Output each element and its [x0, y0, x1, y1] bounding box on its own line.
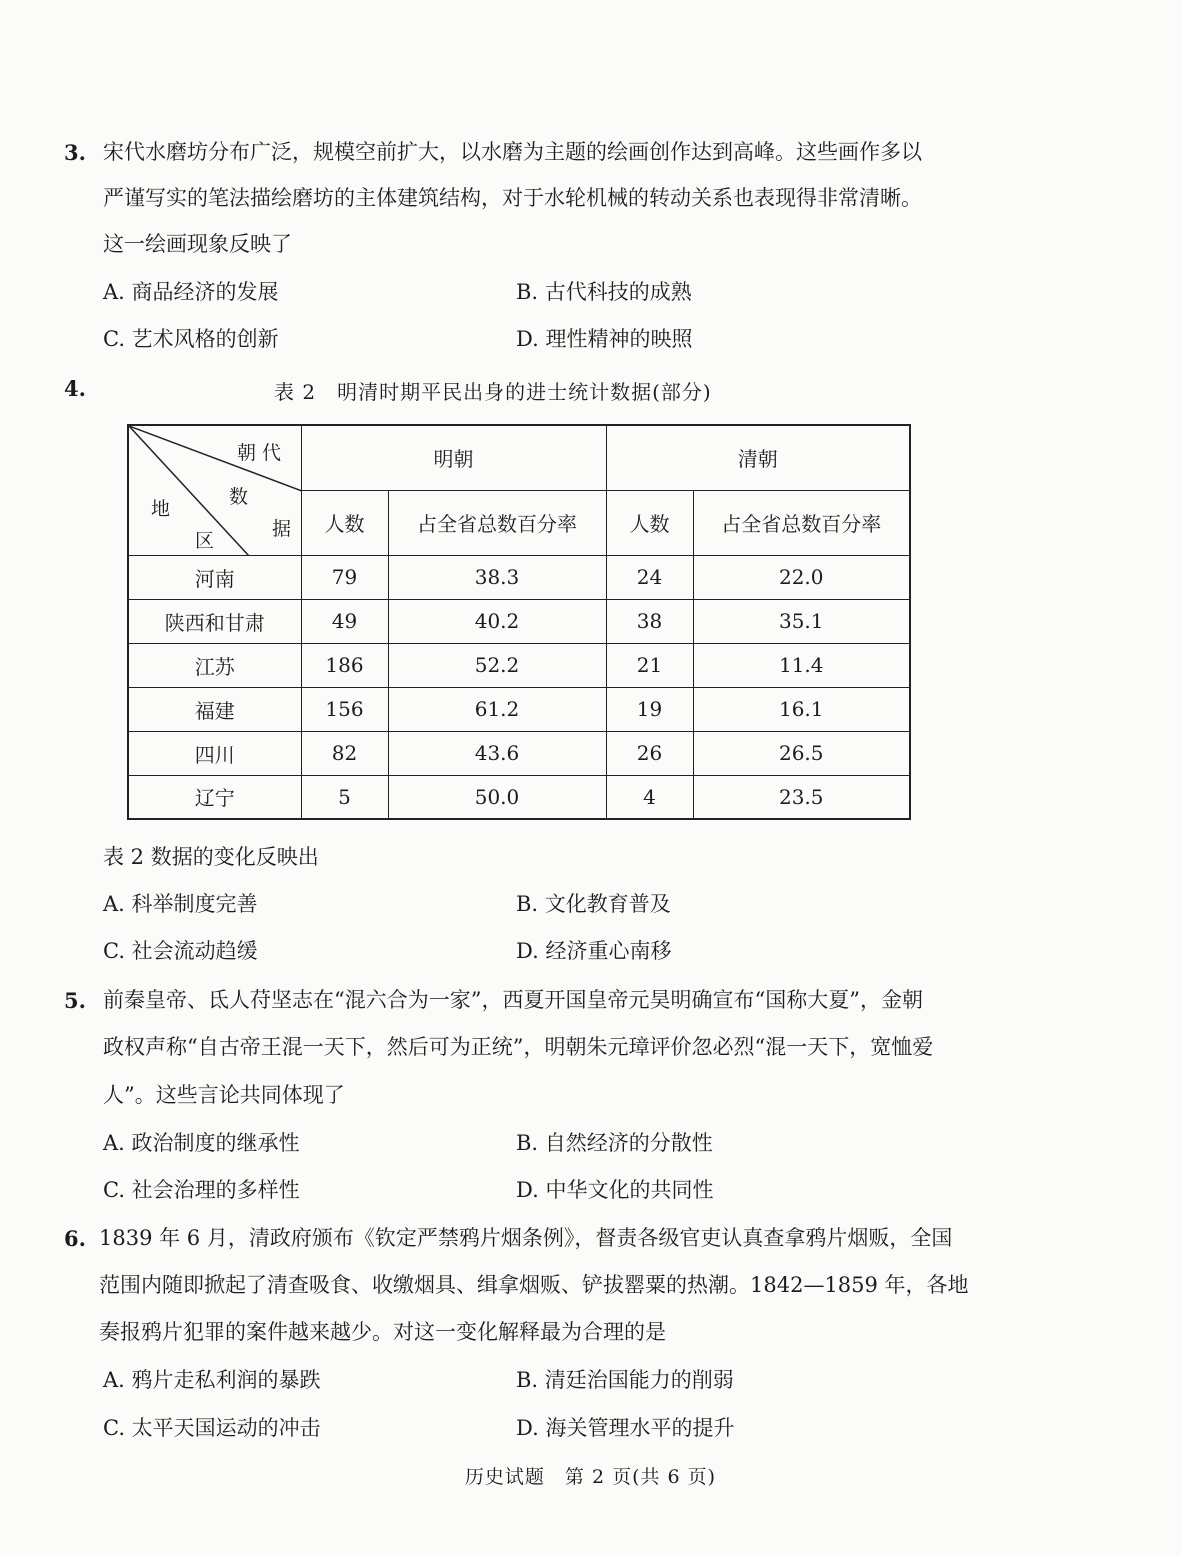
- question-text-line: 范围内随即掀起了清查吸食、收缴烟具、缉拿烟贩、铲拔罂粟的热潮。1842—1859 年，各地: [99, 1273, 969, 1297]
- question-text-line: 人”。这些言论共同体现了: [103, 1083, 345, 1107]
- question-text-line: 奏报鸦片犯罪的案件越来越少。对这一变化解释最为合理的是: [99, 1320, 666, 1344]
- cell-ming-pct: 52.2: [388, 643, 606, 687]
- jinshi-stats-table: [127, 424, 911, 820]
- cell-qing-count: 26: [606, 731, 693, 775]
- option-d[interactable]: D. 经济重心南移: [516, 939, 672, 963]
- question-number: 3.: [64, 140, 86, 165]
- cell-qing-count: 38: [606, 599, 693, 643]
- question-text-line: 这一绘画现象反映了: [103, 232, 292, 256]
- cell-region: 陕西和甘肃: [128, 599, 301, 643]
- question-text-line: 政权声称“自古帝王混一天下，然后可为正统”，明朝朱元璋评价忽必烈“混一天下，宽恤爱: [103, 1035, 934, 1059]
- corner-label-dynasty: 朝 代: [237, 442, 282, 464]
- cell-ming-count: 82: [301, 731, 388, 775]
- cell-region: 河南: [128, 555, 301, 599]
- table-row: [128, 687, 910, 731]
- question-text-line: 1839 年 6 月，清政府颁布《钦定严禁鸦片烟条例》，督责各级官吏认真查拿鸦片烟贩，全国: [99, 1226, 953, 1250]
- option-b[interactable]: B. 古代科技的成熟: [516, 280, 692, 304]
- subheader-qing-count: 人数: [606, 490, 693, 555]
- option-d[interactable]: D. 中华文化的共同性: [516, 1178, 714, 1202]
- option-c[interactable]: C. 太平天国运动的冲击: [103, 1416, 321, 1440]
- cell-ming-count: 49: [301, 599, 388, 643]
- question-text-line: 严谨写实的笔法描绘磨坊的主体建筑结构，对于水轮机械的转动关系也表现得非常清晰。: [103, 186, 922, 210]
- cell-qing-pct: 35.1: [693, 599, 910, 643]
- cell-ming-count: 5: [301, 775, 388, 819]
- option-a[interactable]: A. 商品经济的发展: [103, 280, 279, 304]
- question-number: 6.: [64, 1226, 86, 1251]
- header-ming: 明朝: [301, 425, 606, 490]
- corner-label-data-1: 数: [229, 486, 249, 508]
- option-a[interactable]: A. 鸦片走私利润的暴跌: [103, 1368, 321, 1392]
- option-c[interactable]: C. 社会流动趋缓: [103, 939, 258, 963]
- option-b[interactable]: B. 清廷治国能力的削弱: [516, 1368, 734, 1392]
- cell-qing-pct: 16.1: [693, 687, 910, 731]
- cell-ming-pct: 40.2: [388, 599, 606, 643]
- cell-ming-pct: 50.0: [388, 775, 606, 819]
- table-row: [128, 775, 910, 819]
- option-a[interactable]: A. 政治制度的继承性: [103, 1131, 300, 1155]
- corner-label-region-1: 地: [151, 498, 171, 520]
- cell-ming-pct: 38.3: [388, 555, 606, 599]
- option-b[interactable]: B. 文化教育普及: [516, 892, 671, 916]
- table-row: [128, 731, 910, 775]
- option-c[interactable]: C. 社会治理的多样性: [103, 1178, 300, 1202]
- cell-qing-pct: 26.5: [693, 731, 910, 775]
- cell-qing-count: 21: [606, 643, 693, 687]
- cell-region: 福建: [128, 687, 301, 731]
- cell-ming-count: 79: [301, 555, 388, 599]
- option-a[interactable]: A. 科举制度完善: [103, 892, 258, 916]
- table-caption: 表 2 明清时期平民出身的进士统计数据(部分): [274, 380, 712, 404]
- cell-qing-count: 19: [606, 687, 693, 731]
- cell-region: 四川: [128, 731, 301, 775]
- cell-qing-pct: 22.0: [693, 555, 910, 599]
- header-qing: 清朝: [606, 425, 910, 490]
- cell-ming-pct: 61.2: [388, 687, 606, 731]
- cell-qing-pct: 23.5: [693, 775, 910, 819]
- corner-label-region-2: 区: [195, 530, 215, 552]
- question-number: 4.: [64, 376, 86, 401]
- option-d[interactable]: D. 理性精神的映照: [516, 327, 693, 351]
- cell-qing-count: 24: [606, 555, 693, 599]
- table-row: [128, 555, 910, 599]
- cell-qing-pct: 11.4: [693, 643, 910, 687]
- question-stem: 表 2 数据的变化反映出: [103, 845, 319, 869]
- cell-region: 辽宁: [128, 775, 301, 819]
- cell-ming-count: 186: [301, 643, 388, 687]
- cell-ming-pct: 43.6: [388, 731, 606, 775]
- subheader-ming-count: 人数: [301, 490, 388, 555]
- table-row: [128, 599, 910, 643]
- cell-qing-count: 4: [606, 775, 693, 819]
- option-c[interactable]: C. 艺术风格的创新: [103, 327, 279, 351]
- question-text-line: 前秦皇帝、氐人苻坚志在“混六合为一家”，西夏开国皇帝元昊明确宣布“国称大夏”，金朝: [103, 988, 923, 1012]
- subheader-qing-pct: 占全省总数百分率: [693, 490, 910, 555]
- page-footer: 历史试题 第 2 页(共 6 页): [464, 1466, 717, 1488]
- cell-ming-count: 156: [301, 687, 388, 731]
- cell-region: 江苏: [128, 643, 301, 687]
- table-corner-cell: [128, 425, 301, 555]
- question-text-line: 宋代水磨坊分布广泛，规模空前扩大，以水磨为主题的绘画创作达到高峰。这些画作多以: [103, 140, 922, 164]
- option-d[interactable]: D. 海关管理水平的提升: [516, 1416, 735, 1440]
- table-row: [128, 643, 910, 687]
- question-number: 5.: [64, 988, 86, 1013]
- option-b[interactable]: B. 自然经济的分散性: [516, 1131, 713, 1155]
- corner-label-data-2: 据: [272, 518, 292, 540]
- subheader-ming-pct: 占全省总数百分率: [388, 490, 606, 555]
